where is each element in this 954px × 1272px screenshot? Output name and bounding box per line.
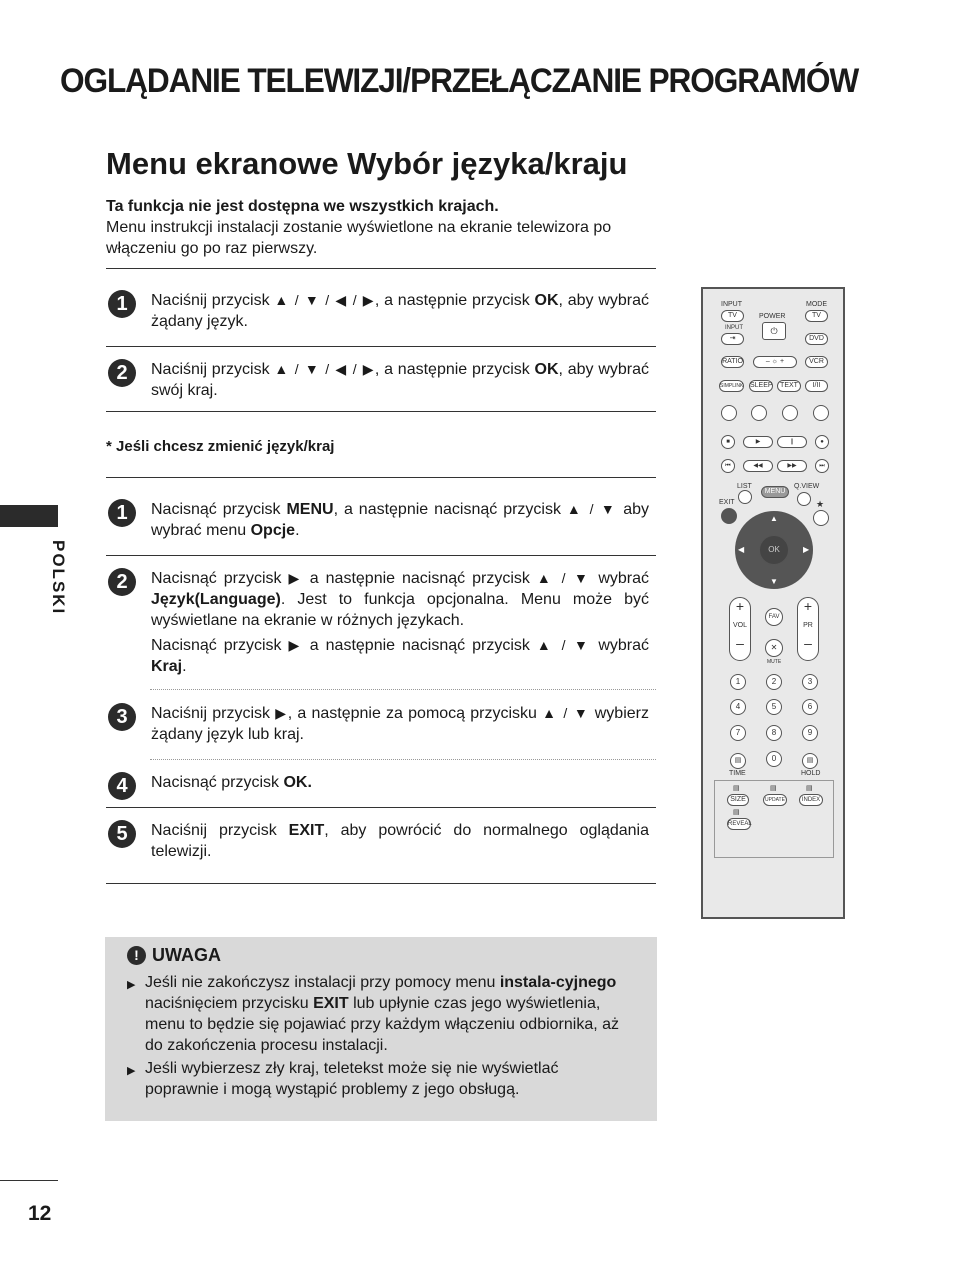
remote-digit-7: 7 [730, 725, 746, 741]
arrow-left-icon: ◀ [738, 545, 745, 554]
remote-label-hold: HOLD [801, 770, 821, 777]
intro-paragraph [106, 196, 656, 259]
step-text: Nacisnąć przycisk OK. [151, 774, 312, 791]
divider [150, 689, 656, 690]
teletext-icon: ▤ [770, 785, 777, 792]
warning-bullet: ▶ Jeśli nie zakończysz instalacji przy pomocy menu instala-cyjnego naciśnięciem przycisku EXIT lub upłynie czas jego wyświetlenia, menu to będzie się pojawiać przy każdym włączeniu odbiornika, aż do zakończenia procesu instalacji. [127, 974, 620, 1054]
remote-digit-2: 2 [766, 674, 782, 690]
arrow-right-icon: ▶ [803, 545, 810, 554]
divider [150, 759, 656, 760]
remote-fav-button: FAV [765, 608, 783, 626]
remote-label-mute: MUTE [767, 659, 782, 665]
step-number: 4 [108, 772, 136, 800]
divider [106, 346, 656, 347]
divider [106, 555, 656, 556]
remote-digit-1: 1 [730, 674, 746, 690]
remote-label-power: POWER [759, 313, 786, 320]
stop-icon: ■ [721, 435, 735, 449]
remote-index-button: INDEX [799, 794, 823, 806]
step-number: 5 [108, 820, 136, 848]
divider [106, 807, 656, 808]
rewind-icon: ◀◀ [743, 460, 773, 472]
language-tab-bar [0, 505, 58, 527]
step-text: Nacisnąć przycisk MENU, a następnie nacisnąć przycisk ▲ / ▼ aby wybrać menu Opcje. [151, 501, 649, 539]
remote-label-time: TIME [729, 770, 746, 777]
section-title: Menu ekranowe Wybór języka/kraju [106, 146, 628, 181]
remote-label-list: LIST [737, 483, 752, 490]
star-icon: ★ [816, 499, 825, 509]
remote-exit-button [721, 508, 737, 524]
remote-navigation-ring [735, 511, 813, 589]
remote-dvd-button: DVD [805, 333, 828, 345]
warning-box [105, 937, 657, 1121]
exclamation-icon: ! [127, 946, 146, 965]
intro-text: Menu instrukcji instalacji zostanie wyświetlone na ekranie telewizora po włączeniu go po raz pierwszy. [106, 219, 612, 257]
warning-title: ! UWAGA [127, 945, 221, 966]
remote-update-button: UPDATE [763, 794, 787, 806]
remote-text-button: TEXT [777, 380, 801, 392]
page-title: OGLĄDANIE TELEWIZJI/PRZEŁĄCZANIE PROGRAMÓW [60, 62, 859, 100]
pause-icon: ❙ [777, 436, 807, 448]
remote-i-ii-button: I/II [805, 380, 828, 392]
step-number: 2 [108, 568, 136, 596]
remote-simplink-button: SIMPLINK [719, 380, 744, 392]
teletext-icon: ▤ [733, 785, 740, 792]
language-label: POLSKI [49, 540, 68, 616]
change-language-note: * Jeśli chcesz zmienić język/kraj [106, 438, 335, 455]
play-icon: ▶ [743, 436, 773, 448]
page-number: 12 [28, 1202, 52, 1225]
remote-vcr-button: VCR [805, 356, 828, 368]
remote-list-button [738, 490, 752, 504]
remote-fav-star-button [813, 510, 829, 526]
teletext-icon: ▤ [730, 753, 746, 769]
step-text: Nacisnąć przycisk ▶ a następnie nacisnąć przycisk ▲ / ▼ wybrać Język(Language). Jest to funkcja opcjonalna. Menu może być wyświetlane na ekranie w różnych językach. Nacisnąć przycisk ▶ a następnie nacisnąć przycisk ▲ / ▼ wybrać Kraj. [151, 570, 649, 675]
footer-rule [0, 1180, 58, 1181]
step-number: 1 [108, 499, 136, 527]
intro-note: Ta funkcja nie jest dostępna we wszystkich krajach. [106, 198, 499, 215]
brightness-icon: – ☼ + [753, 356, 797, 368]
step-text: Naciśnij przycisk EXIT, aby powrócić do normalnego oglądania telewizji. [151, 822, 649, 860]
teletext-icon: ▤ [802, 753, 818, 769]
remote-qview-button [797, 492, 811, 506]
arrow-down-icon: ▼ [770, 577, 778, 586]
step-text: Naciśnij przycisk ▲ / ▼ / ◀ / ▶, a następnie przycisk OK, aby wybrać swój kraj. [151, 361, 649, 399]
remote-size-button: SIZE [727, 794, 749, 806]
remote-program-rocker: + PR – [797, 597, 819, 661]
remote-volume-rocker: + VOL – [729, 597, 751, 661]
step-number: 1 [108, 290, 136, 318]
divider [106, 268, 656, 269]
remote-color-button [721, 405, 737, 421]
remote-label-mode: MODE [806, 301, 827, 308]
remote-color-button [782, 405, 798, 421]
remote-digit-0: 0 [766, 751, 782, 767]
remote-sleep-button: SLEEP [749, 380, 773, 392]
remote-label-qview: Q.VIEW [794, 483, 820, 490]
record-icon: ● [815, 435, 829, 449]
remote-ratio-button: RATIO [721, 356, 744, 368]
remote-color-button [751, 405, 767, 421]
remote-mode-tv-button: TV [805, 310, 828, 322]
remote-color-button [813, 405, 829, 421]
step-text: Naciśnij przycisk ▲ / ▼ / ◀ / ▶, a następnie przycisk OK, aby wybrać żądany język. [151, 292, 649, 330]
teletext-icon: ▤ [733, 809, 740, 816]
arrow-up-icon: ▲ [770, 514, 778, 523]
remote-digit-9: 9 [802, 725, 818, 741]
remote-control-illustration [701, 287, 845, 919]
divider [106, 411, 656, 412]
warning-bullet: ▶ Jeśli wybierzesz zły kraj, teletekst może się nie wyświetlać poprawnie i mogą wystąpić problemy z jego obsługą. [127, 1060, 559, 1098]
remote-digit-8: 8 [766, 725, 782, 741]
remote-label-input: INPUT [721, 301, 742, 308]
remote-menu-button: MENU [761, 486, 789, 498]
remote-digit-5: 5 [766, 699, 782, 715]
teletext-icon: ▤ [806, 785, 813, 792]
fast-forward-icon: ▶▶ [777, 460, 807, 472]
remote-label-exit: EXIT [719, 499, 735, 506]
skip-back-icon: ⏮ [721, 459, 735, 473]
bullet-arrow-icon: ▶ [127, 1065, 136, 1077]
remote-label-input2: INPUT [725, 325, 743, 331]
remote-reveal-button: REVEAL [727, 818, 751, 830]
remote-digit-3: 3 [802, 674, 818, 690]
power-icon: ⏻ [762, 322, 786, 340]
step-number: 3 [108, 703, 136, 731]
divider [106, 883, 656, 884]
remote-digit-4: 4 [730, 699, 746, 715]
divider [106, 477, 656, 478]
step-text: Naciśnij przycisk ▶, a następnie za pomocą przycisku ▲ / ▼ wybierz żądany język lub kraj. [151, 705, 649, 743]
mute-icon: ✕ [765, 639, 783, 657]
remote-input-button: ⇥ [721, 333, 744, 345]
remote-tv-button: TV [721, 310, 744, 322]
skip-forward-icon: ⏭ [815, 459, 829, 473]
remote-digit-6: 6 [802, 699, 818, 715]
bullet-arrow-icon: ▶ [127, 979, 136, 991]
remote-ok-button: OK [759, 535, 789, 565]
step-number: 2 [108, 359, 136, 387]
